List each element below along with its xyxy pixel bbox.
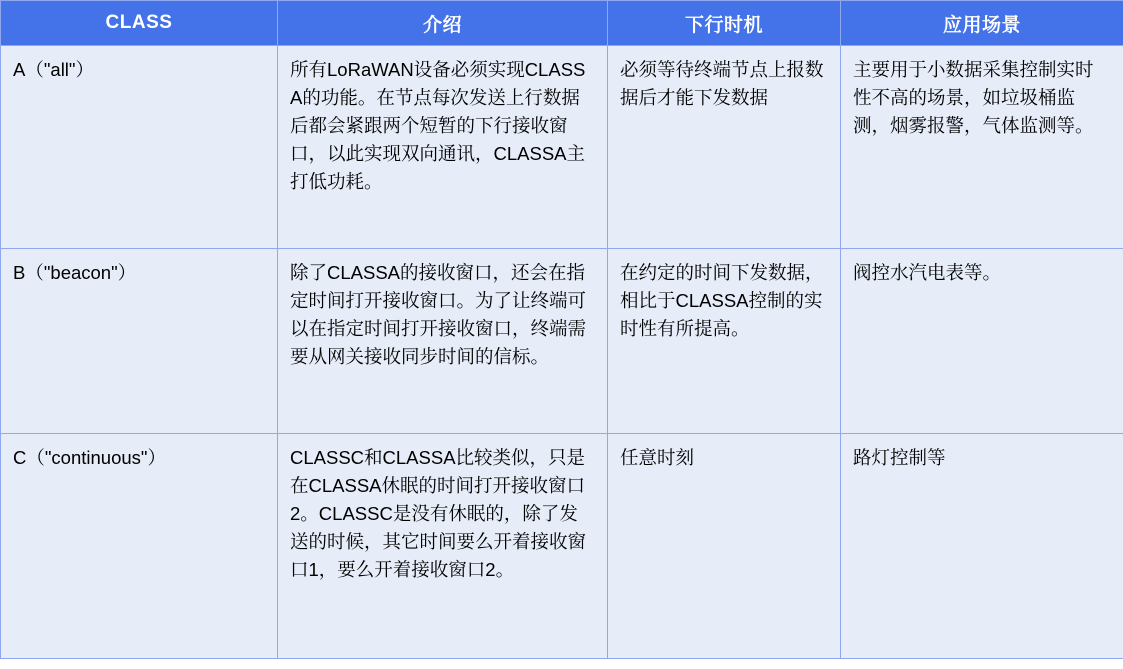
cell-class-c: C（"continuous"） [1, 434, 278, 659]
cell-downlink-b: 在约定的时间下发数据，相比于CLASSA控制的实时性有所提高。 [608, 249, 841, 434]
bottom-spacer [0, 659, 1123, 669]
table-row [1, 46, 1123, 249]
column-header-downlink-timing: 下行时机 [608, 1, 841, 46]
cell-scenario-b: 阀控水汽电表等。 [841, 249, 1123, 434]
cell-scenario-c: 路灯控制等 [841, 434, 1123, 659]
cell-intro-c: CLASSC和CLASSA比较类似，只是在CLASSA休眠的时间打开接收窗口2。CLASSC是没有休眠的，除了发送的时候，其它时间要么开着接收窗口1，要么开着接收窗口2。 [278, 434, 608, 659]
column-header-class: CLASS [1, 1, 278, 46]
cell-scenario-a: 主要用于小数据采集控制实时性不高的场景，如垃圾桶监测，烟雾报警，气体监测等。 [841, 46, 1123, 249]
cell-intro-a: 所有LoRaWAN设备必须实现CLASSA的功能。在节点每次发送上行数据后都会紧跟两个短暂的下行接收窗口，以此实现双向通讯，CLASSA主打低功耗。 [278, 46, 608, 249]
cell-class-b: B（"beacon"） [1, 249, 278, 434]
cell-intro-b: 除了CLASSA的接收窗口，还会在指定时间打开接收窗口。为了让终端可以在指定时间打开接收窗口，终端需要从网关接收同步时间的信标。 [278, 249, 608, 434]
table-header-row [1, 1, 1123, 46]
cell-class-a: A（"all"） [1, 46, 278, 249]
table-header [1, 1, 1123, 46]
cell-downlink-a: 必须等待终端节点上报数据后才能下发数据 [608, 46, 841, 249]
column-header-intro: 介绍 [278, 1, 608, 46]
column-header-application-scenario: 应用场景 [841, 1, 1123, 46]
table-row [1, 249, 1123, 434]
table-body [1, 46, 1123, 659]
table-row [1, 434, 1123, 659]
cell-downlink-c: 任意时刻 [608, 434, 841, 659]
